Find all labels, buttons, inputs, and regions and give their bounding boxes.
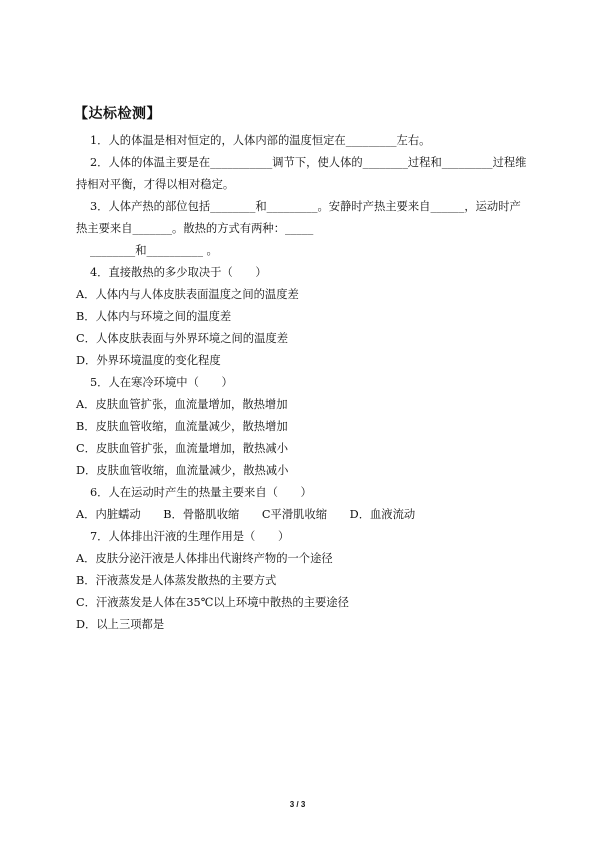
question-7-option-d: D．以上三项都是 — [76, 618, 165, 631]
question-7-option-a: A．皮肤分泌汗液是人体排出代谢终产物的一个途径 — [76, 552, 333, 565]
question-4-option-b: B．人体内与环境之间的温度差 — [76, 310, 232, 323]
question-3-continued: 热主要来自_______。散热的方式有两种：_____ — [76, 222, 314, 235]
question-4-option-c: C．人体皮肤表面与外界环境之间的温度差 — [76, 332, 288, 345]
question-4: 4．直接散热的多少取决于（ ） — [90, 266, 267, 279]
question-3-continued-2: ________和__________ 。 — [90, 244, 218, 257]
question-5-option-d: D．皮肤血管收缩，血流量减少，散热减小 — [76, 464, 289, 477]
question-6-options: A．内脏蠕动 B．骨骼肌收缩 C平滑肌收缩 D．血液流动 — [76, 508, 416, 521]
question-4-option-d: D．外界环境温度的变化程度 — [76, 354, 221, 367]
question-5-option-b: B．皮肤血管收缩，血流量减少，散热增加 — [76, 420, 288, 433]
question-4-option-a: A．人体内与人体皮肤表面温度之间的温度差 — [76, 288, 299, 301]
question-5: 5．人在寒冷环境中（ ） — [90, 376, 233, 389]
question-6: 6．人在运动时产生的热量主要来自（ ） — [90, 486, 312, 499]
question-5-option-a: A．皮肤血管扩张，血流量增加，散热增加 — [76, 398, 288, 411]
section-title: 【达标检测】 — [74, 106, 161, 122]
question-2-continued: 持相对平衡，才得以相对稳定。 — [76, 178, 235, 191]
question-7: 7．人体排出汗液的生理作用是（ ） — [90, 530, 290, 543]
question-7-option-b: B．汗液蒸发是人体蒸发散热的主要方式 — [76, 574, 277, 587]
question-5-option-c: C．皮肤血管扩张，血流量增加，散热减小 — [76, 442, 288, 455]
question-1: 1．人的体温是相对恒定的，人体内部的温度恒定在_________左右。 — [90, 134, 431, 147]
question-3: 3．人体产热的部位包括________和_________。安静时产热主要来自______，运动时产 — [90, 200, 521, 213]
question-2: 2．人体的体温主要是在___________调节下，使人体的________过程和_________过程维 — [90, 156, 527, 169]
question-7-option-c: C．汗液蒸发是人体在35℃以上环境中散热的主要途径 — [76, 596, 349, 609]
page-number: 3 / 3 — [289, 800, 306, 809]
